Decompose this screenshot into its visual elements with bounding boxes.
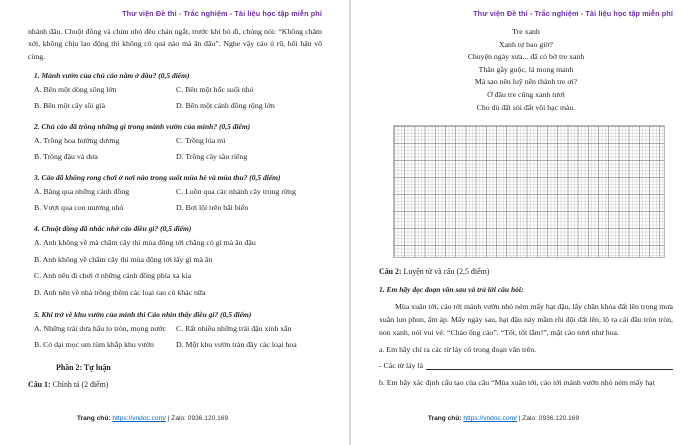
options-grid	[28, 321, 322, 353]
question-block-5	[28, 309, 322, 353]
answer-option: A. Bên một dòng sông lớn	[34, 85, 117, 95]
cau1-label: Câu 1:	[28, 379, 51, 389]
answer-option: B. Cỏ dại mọc um tùm khắp khu vườn	[34, 339, 154, 349]
options-list	[28, 235, 322, 301]
cau2-line	[379, 266, 673, 278]
page-left	[0, 0, 349, 445]
fill-in-line[interactable]	[426, 361, 673, 370]
answer-option: D. Bên một cánh đồng rộng lớn	[176, 101, 275, 111]
answer-option: D. Một khu vườn tràn đầy các loại hoa	[176, 339, 297, 349]
page-right	[351, 0, 700, 445]
footer-zalo: | Zalo: 0936.120.169	[167, 415, 229, 422]
intro-paragraph: nhánh đâu. Chuột đồng và chim nhỏ đều chán ngắt, trước khi bỏ đi, chúng nói: “Không chăm xới, không chịu lao động thì không có quả nào mà ăn đâu”. Nghe vậy cáo ủ rũ, hối hận vô cùng.	[28, 27, 322, 61]
question-block-2	[28, 121, 322, 165]
question-title: 1. Mảnh vườn của chú cáo nằm ở đâu? (0,5 điểm)	[34, 71, 190, 81]
answer-option: B. Bên một cây sồi già	[34, 101, 106, 111]
question-block-1	[28, 70, 322, 114]
question-title: 4. Chuột đồng đã nhắc nhở cáo điều gì? (0,5 điểm)	[34, 224, 192, 234]
cau1-line	[28, 379, 322, 391]
exercise1-title: 1. Em hãy đọc đoạn văn sau và trả lời câu hỏi:	[379, 285, 524, 295]
question-title: 3. Cáo đã không rong chơi ở nơi nào trong suốt mùa hè và mùa thu? (0,5 điểm)	[34, 173, 281, 183]
answer-option: B. Trồng đậu và dưa	[34, 152, 98, 162]
cau2-text: Luyện từ và câu (2,5 điểm)	[401, 267, 490, 277]
home-link[interactable]: https://vndoc.com/	[463, 415, 517, 422]
answer-option: A. Anh không về mà chăm cây thì mùa đông tới chẳng có gì mà ăn đâu	[34, 238, 256, 248]
poem-line: Mà sao nên luỹ nên thành tre ơi?	[474, 77, 578, 87]
answer-option: A. Những trái dưa hấu to tròn, mọng nước	[34, 323, 166, 333]
options-grid	[28, 82, 322, 114]
page-header: Thư viện Đề thi - Trắc nghiệm - Tài liệu học tập miễn phí	[122, 9, 322, 18]
footer-zalo: | Zalo: 0936.120.169	[518, 415, 580, 422]
cau2-label: Câu 2:	[379, 267, 402, 277]
section2-title: Phần 2: Tự luận	[56, 362, 111, 372]
question-block-3	[28, 172, 322, 216]
handwriting-grid	[393, 125, 665, 258]
fill-label: - Các từ láy là	[379, 361, 424, 371]
answer-option: A. Trồng hoa hướng dương	[34, 136, 120, 146]
question-title: 2. Chú cáo đã trồng những gì trong mảnh vườn của mình? (0,5 điểm)	[34, 122, 251, 132]
poem-line: Chuyện ngày xưa... đã có bờ tre xanh	[467, 52, 585, 62]
options-grid	[28, 184, 322, 216]
options-grid	[28, 133, 322, 165]
answer-option: B. Anh không về chăm cây thì mùa đông tới lấy gì mà ăn	[34, 254, 213, 264]
answer-option: A. Băng qua những cánh đồng	[34, 187, 130, 197]
fill-in-row	[379, 359, 673, 372]
page-footer	[0, 415, 327, 422]
poem-line: Cho dù đất sỏi đất vôi bạc màu.	[476, 102, 576, 112]
item-b: b. Em hãy xác định cấu tạo của câu “Mùa xuân tới, cáo tới mảnh vườn nhỏ ném mấy hạt	[379, 378, 655, 388]
answer-option: B. Vượt qua con mương nhỏ	[34, 203, 124, 213]
poem-line: Tre xanh	[512, 27, 540, 36]
page-header: Thư viện Đề thi - Trắc nghiệm - Tài liệu học tập miễn phí	[473, 9, 673, 18]
home-link[interactable]: https://vndoc.com/	[112, 415, 166, 422]
answer-option: D. Anh nên về nhà trồng thêm các loại rau củ khác nữa	[34, 288, 206, 297]
cau1-text: Chính tả (2 điểm)	[50, 379, 109, 389]
item-a: a. Em hãy chỉ ra các từ láy có trong đoạn văn trên.	[379, 345, 537, 355]
footer-prefix: Trang chủ:	[76, 415, 111, 422]
page-footer	[351, 415, 678, 422]
answer-option: C. Trồng lúa mì	[176, 136, 226, 146]
answer-option: C. Bên một hốc suối nhỏ	[176, 85, 254, 95]
answer-option: C. Anh nên đi chơi ở những cánh đồng phía xa kia	[34, 271, 192, 281]
answer-option: D. Trồng cây sầu riêng	[176, 152, 248, 162]
answer-option: C. Luồn qua các nhánh cây trong rừng	[176, 187, 296, 197]
poem	[379, 26, 673, 114]
footer-prefix: Trang chủ:	[427, 415, 462, 422]
question-title: 5. Khi trở về khu vườn của mình thì Cáo nhìn thấy điều gì? (0,5 điểm)	[34, 309, 252, 319]
question-block-4	[28, 223, 322, 301]
poem-line: Thân gầy guộc, lá mong manh	[478, 64, 574, 74]
poem-line: Xanh tự bao giờ?	[498, 39, 554, 49]
reading-passage: Mùa xuân tới, cáo tới mảnh vườn nhỏ ném mấy hạt đậu, lấy chân khỏa đất lên trong mưa xuân lun phun, ấm áp. Mấy ngày sau, hạt đậu nảy mầm rồi đội đất lên, lộ ra cái đầu tròn tròn, non xanh, nói vui vẻ: “Chào ông cáo”. “Tốt, tốt lắm!”, mặt cáo tươi như hoa.	[379, 302, 673, 338]
answer-option: C. Rất nhiều những trái đậu xinh xắn	[176, 323, 292, 333]
poem-line: Ở đâu tre cũng xanh tươi	[487, 89, 565, 99]
answer-option: D. Bơi lội trên bãi biển	[176, 203, 249, 213]
